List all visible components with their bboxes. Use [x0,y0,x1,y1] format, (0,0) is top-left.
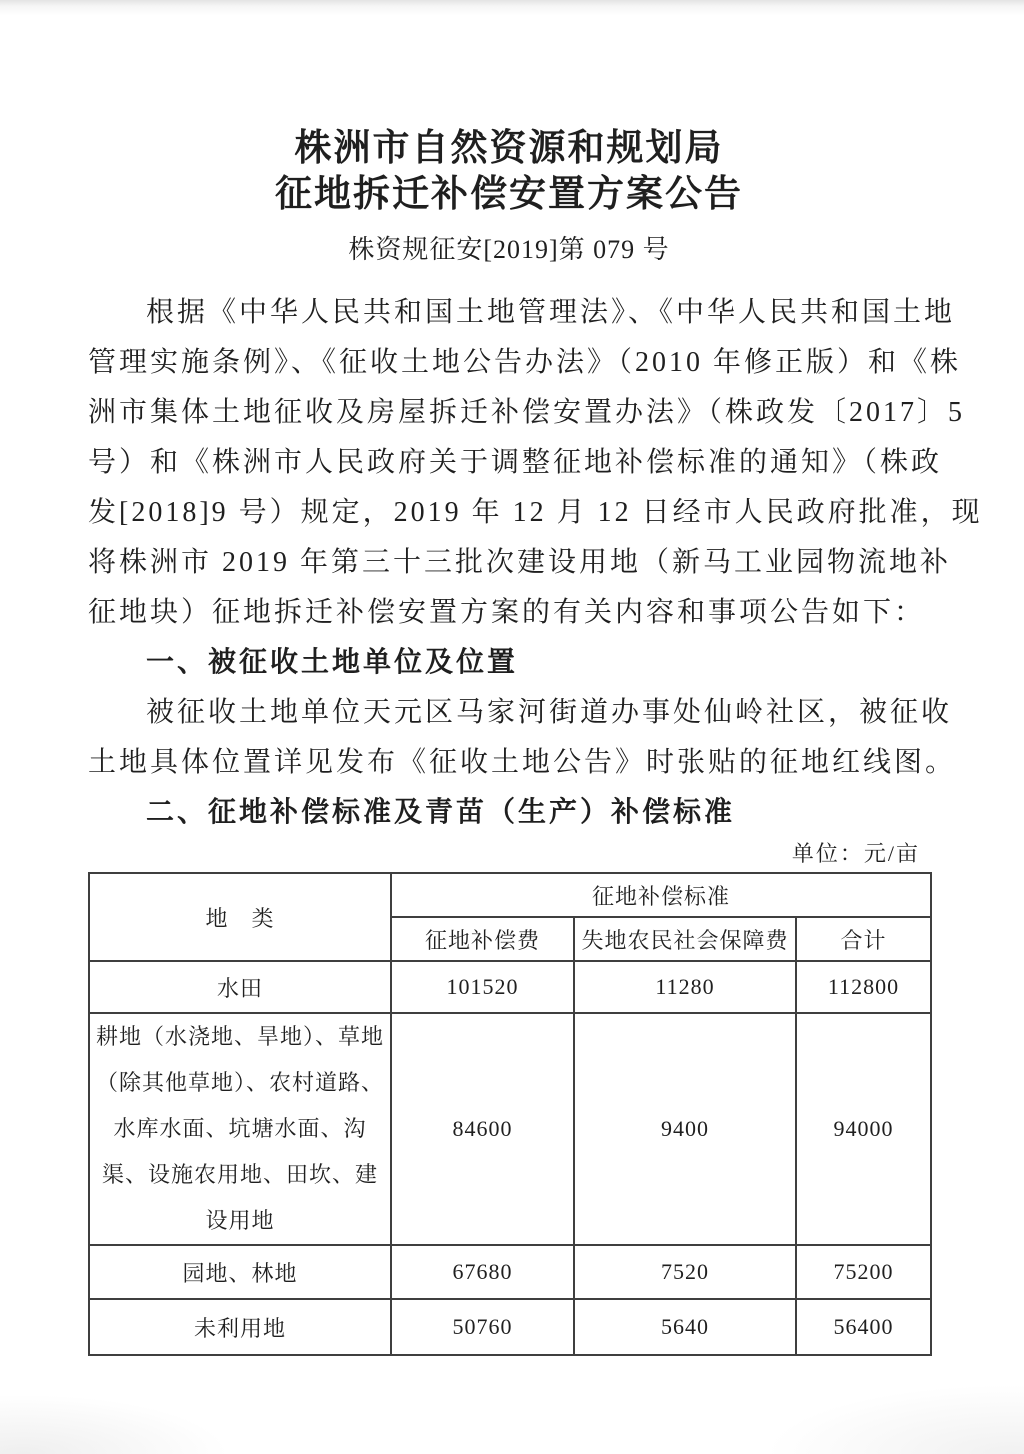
page-title-line2: 征地拆迁补偿安置方案公告 [275,174,743,215]
group-header-cell: 征地补偿标准 [391,873,931,917]
intro-line-6: 将株洲市 2019 年第三十三批次建设用地（新马工业园物流地补 [88,547,952,578]
land-type-cell: 水田 [89,961,391,1013]
table-row-unused [89,1299,931,1355]
scan-artifact-bottom-left [0,1394,230,1454]
col-header-compensation: 征地补偿费 [391,917,574,961]
table-row-paddy [89,961,931,1013]
total-cell: 75200 [796,1245,931,1299]
intro-line-7: 征地块）征地拆迁补偿安置方案的有关内容和事项公告如下： [88,597,926,628]
document-header [88,126,930,268]
total-cell: 56400 [796,1299,931,1355]
social-security-cell: 7520 [574,1245,796,1299]
scan-artifact-top [0,0,1024,16]
section1-heading: 一、被征收土地单位及位置 [146,647,519,678]
intro-line-4: 号）和《株洲市人民政府关于调整征地补偿标准的通知》（株政 [88,447,943,478]
social-security-cell: 9400 [574,1013,796,1245]
compensation-cell: 84600 [391,1013,574,1245]
page-title-line1: 株洲市自然资源和规划局 [294,128,724,169]
doc-number: 株资规征安[2019]第 079 号 [348,235,670,264]
table-row-farmland [89,1013,931,1245]
section1-paragraph [88,688,957,788]
intro-paragraph [88,288,983,638]
section1-line-2: 土地具体位置详见发布《征收土地公告》时张贴的征地红线图。 [88,747,957,778]
social-security-cell: 5640 [574,1299,796,1355]
col-header-total: 合计 [796,917,931,961]
table-row-orchard-forest [89,1245,931,1299]
intro-line-5: 发[2018]9 号）规定，2019 年 12 月 12 日经市人民政府批准，现 [88,497,983,528]
total-cell: 112800 [796,961,931,1013]
table-header-row-1 [89,873,931,917]
compensation-cell: 67680 [391,1245,574,1299]
social-security-cell: 11280 [574,961,796,1013]
total-cell: 94000 [796,1013,931,1245]
scan-artifact-bottom-right [764,1384,1024,1454]
compensation-cell: 50760 [391,1299,574,1355]
land-type-cell: 未利用地 [89,1299,391,1355]
col-header-social-security: 失地农民社会保障费 [574,917,796,961]
compensation-table [88,872,932,1356]
land-type-cell: 耕地（水浇地、旱地）、草地（除其他草地）、农村道路、水库水面、坑塘水面、沟渠、设施农用地、田坎、建设用地 [89,1013,391,1245]
intro-line-3: 洲市集体土地征收及房屋拆迁补偿安置办法》（株政发〔2017〕5 [88,397,966,428]
intro-line-2: 管理实施条例》、《征收土地公告办法》（2010 年修正版）和《株 [88,347,962,378]
intro-line-1: 根据《中华人民共和国土地管理法》、《中华人民共和国土地 [146,297,956,328]
section1-line-1: 被征收土地单位天元区马家河街道办事处仙岭社区，被征收 [146,697,953,728]
unit-note: 单位：元/亩 [791,841,920,866]
section2-heading: 二、征地补偿标准及青苗（生产）补偿标准 [146,797,736,828]
land-type-header-cell: 地 类 [89,873,391,961]
land-type-cell: 园地、林地 [89,1245,391,1299]
compensation-cell: 101520 [391,961,574,1013]
